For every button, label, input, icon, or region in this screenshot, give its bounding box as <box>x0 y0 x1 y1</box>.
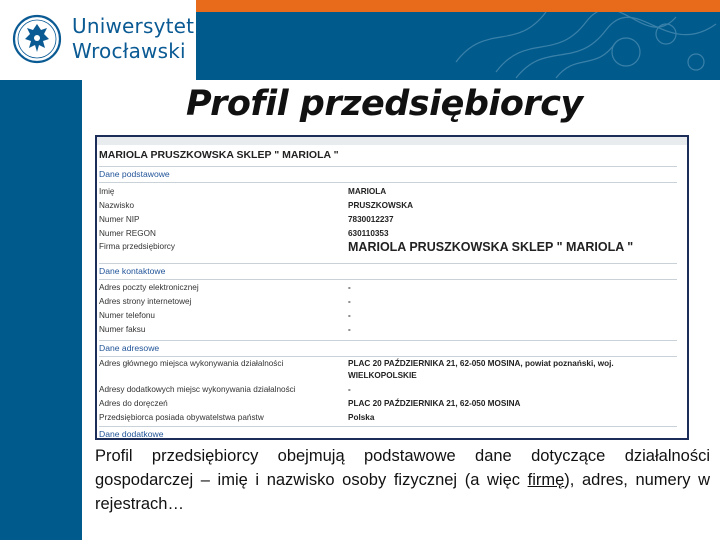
address-value-delivery: PLAC 20 PAŹDZIERNIKA 21, 62-050 MOSINA <box>348 399 521 408</box>
separator <box>99 263 677 264</box>
basic-value-nip: 7830012237 <box>348 215 394 224</box>
address-value-main: PLAC 20 PAŹDZIERNIKA 21, 62-050 MOSINA, powiat poznański, woj. <box>348 359 614 368</box>
separator <box>99 340 677 341</box>
record-top-band <box>97 137 687 145</box>
section-contact: Dane kontaktowe <box>99 266 166 276</box>
university-name <box>72 14 195 64</box>
slide-title: Profil przedsiębiorcy <box>186 84 583 124</box>
contact-label-fax: Numer faksu <box>99 325 146 334</box>
address-label-delivery: Adres do doręczeń <box>99 399 168 408</box>
caption-text-2: ), adres, numery w rejestrach… <box>95 471 710 513</box>
university-emblem-icon <box>12 12 62 68</box>
section-address: Dane adresowe <box>99 343 160 353</box>
separator <box>99 426 677 427</box>
university-name-line1: Uniwersytet <box>72 14 195 38</box>
university-name-line2: Wrocławski <box>72 39 186 63</box>
basic-value-surname: PRUSZKOWSKA <box>348 201 414 210</box>
wave-pattern-icon <box>196 12 720 80</box>
basic-label-surname: Nazwisko <box>99 201 135 210</box>
contact-label-email: Adres poczty elektronicznej <box>99 283 199 292</box>
left-blue-bar <box>0 80 82 540</box>
basic-value-regon: 630110353 <box>348 229 389 238</box>
basic-label-name: Imię <box>99 187 115 196</box>
basic-value-name: MARIOLA <box>348 187 387 196</box>
basic-label-nip: Numer NIP <box>99 215 140 224</box>
contact-value-phone: - <box>348 311 351 320</box>
top-blue-bar <box>196 12 720 80</box>
address-label-main: Adres głównego miejsca wykonywania działalności <box>99 359 284 368</box>
contact-label-website: Adres strony internetowej <box>99 297 192 306</box>
separator <box>99 356 677 357</box>
top-orange-bar <box>196 0 720 12</box>
address-label-additional: Adresy dodatkowych miejsc wykonywania działalności <box>99 385 296 394</box>
separator <box>99 166 677 167</box>
basic-value-company: MARIOLA PRUSZKOWSKA SKLEP " MARIOLA " <box>348 240 634 254</box>
address-value-citizenship: Polska <box>348 413 375 422</box>
address-value-additional: - <box>348 385 351 394</box>
basic-label-company: Firma przedsiębiorcy <box>99 242 175 251</box>
contact-value-fax: - <box>348 325 351 334</box>
contact-value-email: - <box>348 283 351 292</box>
section-basic: Dane podstawowe <box>99 169 170 179</box>
record-title: MARIOLA PRUSZKOWSKA SKLEP " MARIOLA " <box>99 149 339 161</box>
record-screenshot <box>95 135 689 440</box>
contact-value-website: - <box>348 297 351 306</box>
separator <box>99 279 677 280</box>
contact-label-phone: Numer telefonu <box>99 311 155 320</box>
slide-caption <box>95 444 710 516</box>
separator <box>99 182 677 183</box>
address-label-citizenship: Przedsiębiorca posiada obywatelstwa państw <box>99 413 264 422</box>
basic-label-regon: Numer REGON <box>99 229 156 238</box>
caption-underlined: firmę <box>527 471 565 489</box>
address-value-main-line2: WIELKOPOLSKIE <box>348 371 417 380</box>
section-extra: Dane dodatkowe <box>99 429 164 439</box>
logo-area <box>0 0 196 80</box>
caption-text-1: Profil przedsiębiorcy obejmują podstawowe dane dotyczące działalności gospodarczej – imię i nazwisko osoby fizycznej (a więc <box>95 447 710 489</box>
